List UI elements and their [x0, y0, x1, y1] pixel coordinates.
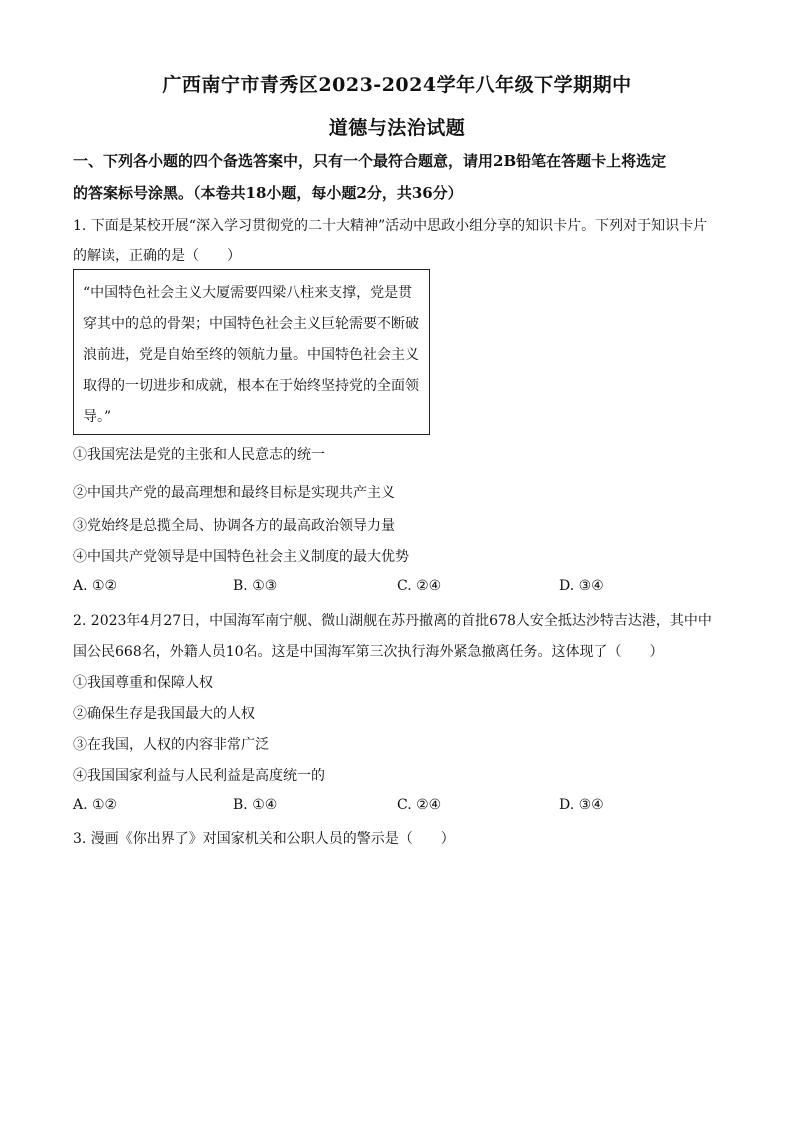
q1-item-3: ③党始终是总揽全局、协调各方的最高政治领导力量	[73, 518, 395, 534]
q2-option-c[interactable]: C. ②④	[397, 797, 442, 813]
section-instruction-line-1: 一、下列各小题的四个备选答案中，只有一个最符合题意，请用2B铅笔在答题卡上将选定	[73, 152, 667, 170]
q2-stem-line-1: 2. 2023年4月27日，中国海军南宁舰、微山湖舰在苏丹撤离的首批678人安全抵达沙特吉达港，其中中	[73, 613, 712, 629]
q2-option-b[interactable]: B. ①④	[233, 797, 278, 813]
q1-item-2: ②中国共产党的最高理想和最终目标是实现共产主义	[73, 485, 395, 501]
q3-stem: 3. 漫画《你出界了》对国家机关和公职人员的警示是（ ）	[73, 831, 455, 847]
q2-stem-line-2: 国公民668名，外籍人员10名。这是中国海军第三次执行海外紧急撤离任务。这体现了（ ）	[73, 644, 664, 660]
q1-card-line: 穿其中的总的骨架；中国特色社会主义巨轮需要不断破	[83, 316, 419, 332]
q2-item-2: ②确保生存是我国最大的人权	[73, 706, 255, 722]
q2-item-3: ③在我国，人权的内容非常广泛	[73, 737, 269, 753]
q1-stem-line-2: 的解读，正确的是（ ）	[73, 248, 241, 264]
q1-card-line: 浪前进，党是自始至终的领航力量。中国特色社会主义	[83, 347, 419, 363]
q2-item-4: ④我国国家利益与人民利益是高度统一的	[73, 768, 325, 784]
q1-option-d[interactable]: D. ③④	[559, 578, 604, 594]
q1-item-1: ①我国宪法是党的主张和人民意志的统一	[73, 447, 325, 463]
q1-item-4: ④中国共产党领导是中国特色社会主义制度的最大优势	[73, 549, 409, 565]
q1-option-b[interactable]: B. ①③	[233, 578, 278, 594]
q1-card-line: 取得的一切进步和成就，根本在于始终坚持党的全面领	[83, 378, 419, 394]
q1-card-line: “中国特色社会主义大厦需要四梁八柱来支撑，党是贯	[83, 285, 413, 301]
exam-subtitle: 道德与法治试题	[328, 117, 466, 139]
q1-card-line: 导。”	[83, 409, 112, 425]
q1-option-a[interactable]: A. ①②	[73, 578, 118, 594]
q1-stem-line-1: 1. 下面是某校开展“深入学习贯彻党的二十大精神”活动中思政小组分享的知识卡片。下列对于知识卡片	[73, 218, 708, 234]
q2-option-a[interactable]: A. ①②	[73, 797, 118, 813]
q1-option-c[interactable]: C. ②④	[397, 578, 442, 594]
section-instruction-line-2: 的答案标号涂黑。（本卷共18小题，每小题2分，共36分）	[73, 184, 463, 202]
exam-title: 广西南宁市青秀区2023-2024学年八年级下学期期中	[162, 74, 632, 96]
q1-knowledge-card	[73, 269, 430, 435]
q2-item-1: ①我国尊重和保障人权	[73, 675, 213, 691]
q2-option-d[interactable]: D. ③④	[559, 797, 604, 813]
